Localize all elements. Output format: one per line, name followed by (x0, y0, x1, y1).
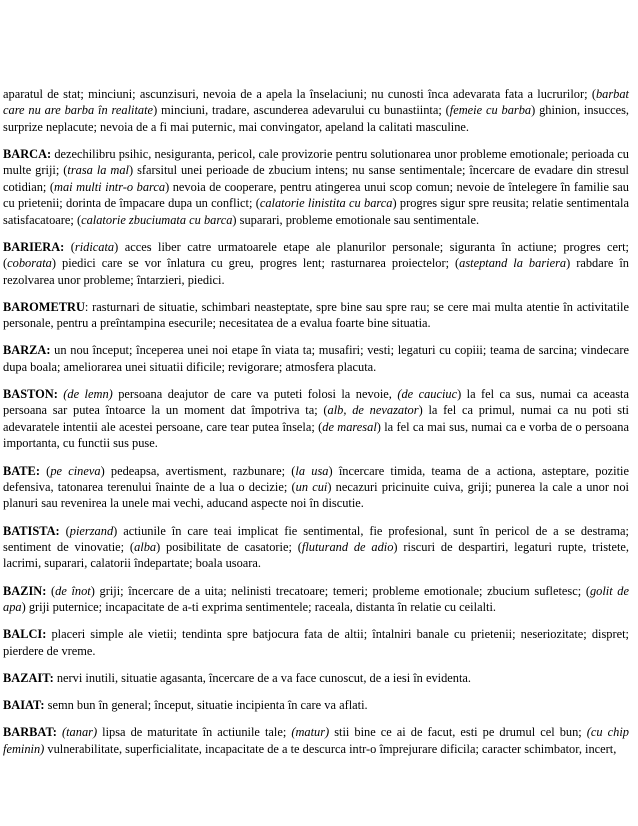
entry-text: ) rabdare în rezolvarea unor probleme; întarzieri, piedici. (3, 256, 629, 287)
dictionary-entry (3, 523, 629, 572)
entry-qualifier: alb, de nevazator (327, 403, 419, 418)
entry-text: ) acces liber catre urmatoarele etape ale planurilor personale; siguranta în actiune; progres cert; ( (3, 239, 629, 271)
entry-text: ) sfarsitul unei perioade de zbucium intens; nu sanse sentimentale; încercare de evadare din stresul cotidian; ( (3, 163, 630, 194)
entry-text: ) necazuri pricinuite cuiva, griji; punerea la cale a unor noi planuri sau revenirea la unele mai vechi, aducand aspecte noi în discutie. (3, 479, 629, 511)
dictionary-entry (3, 583, 629, 616)
entry-qualifier: calatorie zbuciumata cu barca (81, 212, 233, 227)
entry-qualifier: (de lemn) (63, 387, 113, 402)
entry-text: persoana deajutor de care va puteti folosi la nevoie, (112, 387, 398, 402)
entry-qualifier: femeie cu barba (449, 103, 532, 118)
entry-headword: BATISTA: (3, 523, 60, 538)
entry-text: dezechilibru psihic, nesiguranta, pericol, cale provizorie pentru solutionarea unor probleme emotionale; perioada cu multe griji; ( (3, 147, 629, 178)
entry-qualifier: pierzand (69, 523, 114, 538)
entry-qualifier: trasa la mal (67, 163, 130, 178)
entry-headword: BASTON: (3, 387, 58, 402)
document-page (3, 86, 629, 768)
entry-text: placeri simple ale vietii; tendinta spre batjocura fata de altii; întalniri banale cu prietenii; neseriozitate; dispret; pierdere de vreme. (3, 627, 629, 658)
entry-qualifier: barbat care nu are barba în realitate (3, 87, 629, 118)
entry-text: ) griji; încercare de a uita; nelinisti trecatoare; temeri; probleme emotionale; zbucium sufletesc; ( (90, 583, 590, 598)
entry-text: ) riscuri de despartiri, legaturi rupte, tristete, lacrimi, suparari, calatorii îndepartate; boala usoara. (3, 539, 629, 571)
entry-text: ( (39, 463, 51, 478)
entry-text: ( (64, 239, 75, 254)
entry-text: ) nevoia de cooperare, pentru atingerea unui scop comun; nevoie de întelegere în familie sau cu prietenii; dorinta de împacare dupa un conflict; ( (3, 179, 629, 211)
entry-qualifier: un cui (295, 479, 328, 494)
entry-qualifier: calatorie linistita cu barca (259, 196, 393, 211)
entry-qualifier: de maresal (322, 419, 377, 434)
entry-text: ) suparari, probleme emotionale sau sentimentale. (232, 212, 480, 227)
entry-headword: BAZAIT: (3, 670, 54, 685)
entry-qualifier: (cu chip feminin) (3, 725, 629, 756)
entry-qualifier: (matur) (291, 725, 330, 740)
entry-text: ) posibilitate de casatorie; ( (156, 539, 302, 554)
dictionary-entry (3, 86, 629, 135)
dictionary-entry (3, 670, 629, 686)
entry-qualifier: de înot (55, 583, 91, 598)
dictionary-entry (3, 697, 629, 713)
dictionary-entry (3, 463, 629, 512)
entry-qualifier: alba (134, 539, 157, 554)
dictionary-entry (3, 386, 629, 452)
entry-text: semn bun în general; început, situatie incipienta în care va aflati. (44, 697, 368, 712)
entry-text: ) griji puternice; incapacitate de a-ti exprima sentimentele; raceala, distanta în relatie cu ceilalti. (21, 599, 496, 614)
dictionary-entry (3, 724, 629, 757)
entry-text: stii bine ce ai de facut, esti pe drumul cel bun; (329, 725, 587, 740)
entry-qualifier: fluturand de adio (301, 539, 394, 554)
entry-text: un nou început; începerea unei noi etape în viata ta; musafiri; vesti; legaturi cu copiii; teama de sarcina; vindecare dupa boala; ameliorarea unei situatii dificile; revigorare; atmosfera placuta. (3, 343, 629, 374)
entry-qualifier: ridicata (74, 239, 115, 254)
entry-text: ) minciuni, tradare, ascunderea adevarului cu bunastiinta; ( (153, 103, 450, 118)
entry-headword: BARIERA: (3, 239, 65, 254)
entry-text: ) la fel ca sus, numai ca aceasta persoana sar putea întoarce la un moment dat împotriva ta; ( (3, 387, 629, 418)
entry-text: ) pedeapsa, avertisment, razbunare; ( (100, 463, 296, 478)
entry-qualifier: asteptand la bariera (459, 256, 567, 271)
entry-text: aparatul de stat; minciuni; ascunzisuri, nevoia de a apela la înselaciuni; nu cunosti înca adevarata fata a lucrurilor; ( (3, 87, 596, 101)
entry-text: lipsa de maturitate în actiunile tale; (97, 725, 292, 740)
entry-text: : rasturnari de situatie, schimbari neasteptate, spre bine sau spre rau; se cere mai multa atentie în activitatile personale, pentru a preîntampina esecurile; necesitatea de a evalua foarte bine situatia. (3, 299, 629, 331)
dictionary-entry (3, 626, 629, 659)
entry-qualifier: pe cineva (50, 463, 101, 478)
dictionary-entry (3, 342, 629, 375)
entry-text: ) progres sigur spre reusita; relatie sentimentala satisfacatoare; ( (3, 196, 629, 227)
entry-qualifier: (de cauciuc (397, 387, 458, 402)
dictionary-entry (3, 299, 629, 332)
entry-text: ) la fel ca primul, numai ca nu poti sti adevaratele intentii ale acestei persoane, care tear putea însela; ( (3, 403, 629, 434)
entry-text: ) piedici care se vor înlatura cu greu, progres lent; rasturnarea proiectelor; ( (51, 256, 460, 271)
entry-text: ) la fel ca mai sus, numai ca e vorba de o persoana importanta, cu functii sus puse. (3, 419, 629, 451)
entry-qualifier: la usa (295, 463, 329, 478)
entry-headword: BALCI: (3, 627, 47, 642)
entry-headword: BARBAT: (3, 725, 57, 740)
entry-headword: BAIAT: (3, 697, 45, 712)
entry-text: vulnerabilitate, superficialitate, incapacitate de a te descurca intr-o împrejurare dificila; caracter schimbator, incert, (44, 741, 617, 756)
entry-text: ) actiunile în care teai implicat fie sentimental, fie profesional, sunt în pericol de a se destrama; sentiment de vinovatie; ( (3, 523, 629, 554)
entry-text: ( (59, 523, 70, 538)
dictionary-entry (3, 146, 629, 228)
entry-headword: BARZA: (3, 343, 51, 358)
entry-headword: BAROMETRU (3, 299, 85, 314)
entry-text: ) încercare timida, teama de a actiona, asteptare, pozitie defensiva, tatonarea terenului înainte de a lua o decizie; ( (3, 463, 630, 494)
entry-headword: BAZIN: (3, 583, 47, 598)
entry-headword: BARCA: (3, 147, 52, 162)
dictionary-entry (3, 239, 629, 288)
entry-text: nervi inutili, situatie agasanta, încercare de a va face cunoscut, de a iesi în evidenta. (53, 670, 472, 685)
entry-text: ) ghinion, insucces, surprize neplacute; nevoia de a fi mai puternic, mai convingator, apeland la calitati masculine. (3, 103, 629, 134)
entry-qualifier: golit de apa (3, 583, 629, 614)
entry-headword: BATE: (3, 463, 40, 478)
entry-qualifier: coborata (7, 256, 52, 271)
entry-qualifier: (tanar) (61, 725, 98, 740)
entry-text: ( (46, 583, 56, 598)
entry-qualifier: mai multi intr-o barca (54, 179, 166, 194)
